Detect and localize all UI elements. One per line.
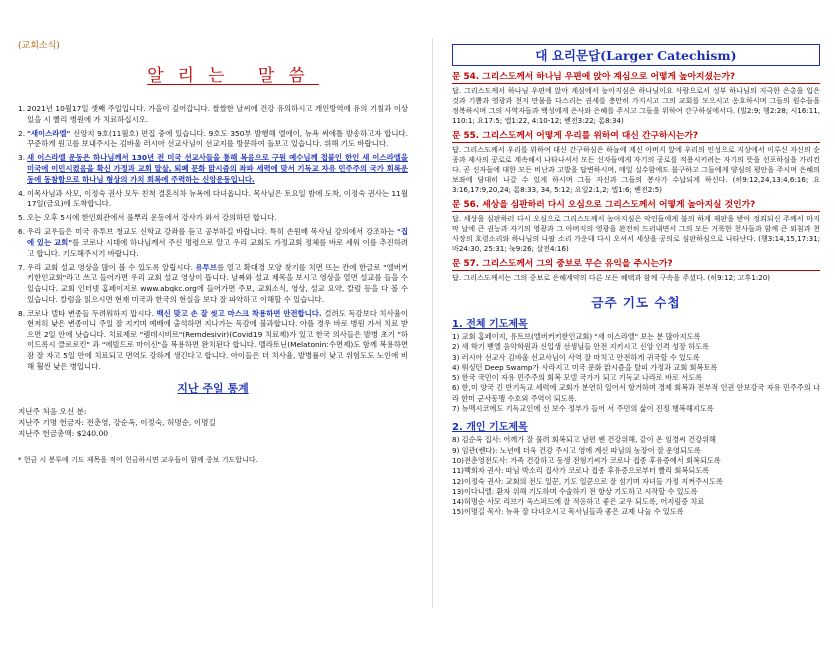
prayer-item: 13)이다니엘: 환자 위해 기도하며 수술하기 전 항상 기도하고 시작할 수 있도록 [452,486,698,496]
announcement-number: 3. [18,153,26,163]
prayer-list [452,332,820,414]
announcement-text: 코로나 델타 변종들 두려워하지 맙시다. 백신 맞고 손 잘 씻고 마스크 착용하면 안전합니다. 걸려도 독감보다 치사율이 현저히 낮은 변종이니 주일 잘 지키며 예배에 출석하면 지나가는 독감에 불과합니다. 아플 경우 바로 병원 가서 치료 받으면 2일 안에 낫습니다. 치료제로 "렘데시비르"(Remdesivir)(Covid19 치료제)가 있고 한국 의사들은 발병 초기 "하이드록시 클로로킨" 과 "에빌드로 마이신"을 복용하면 완치된다 합니다. 멜라토닌(Melatonin:수면제)도 함께 복용하면 잠 잘 자고 5일 안에 치료되고 면역도 강하게 생긴다고 합니다. 아이들은 더 치사율, 발병률이 낮고 위험도도 노인에 비해 훨씬 낮은 병입니다. [27,308,408,371]
catechism-answer: 답. 그리스도께서 하나님 우편에 앉아 계심에서 높아지심은 하나님이요 사람으로서 성부 하나님의 지극한 은총을 입은 것과 기쁨과 영광과 천지 만물을 다스리는 권세를 충만히 가지시고 그의 교회를 모으시고 옹호하시며 그들의 원수들을 정복하시며 그의 사역자들과 백성에게 은사와 은혜를 주시고 그들을 위하여 간구하심에서다. (빌2:9; 행2:28; 시16:11, 110:1; 요17:5; 엡1:22, 4:10-12; 벧전3:22; 롬8:34) [452,86,820,125]
prayer-item: 4) 워싱턴 Deep Swamp가 사라지고 미국 문화 맑시즘을 탈피 가정과 교회 회복토록 [452,362,718,372]
prayer-list [452,435,820,517]
prayer-item: 5) 한국 국민이 자유 민주주의 회복 모델 국가가 되고 기독교 나라로 바로 서도록 [452,373,703,383]
announcement-number: 6. [18,227,26,237]
announcement-item [18,104,408,125]
announcement-item [18,309,408,373]
stats-line: 지난주 기명 헌금자: 전춘영, 강순옥, 이정숙, 허명순, 이명길 [18,418,216,428]
catechism-title: 대 요리문답(Larger Catechism) [452,44,820,66]
prayer-item: 6) 한,미 양국 긴 반기독교 세력에 교회가 분연히 일어서 항거하며 경제 회복과 전부적 인권 안보강국 자유 민주주의 나라 한미 군사동맹 수호외 주역이 되도록. [452,383,820,403]
catechism-question: 문 56. 세상을 심판하러 다시 오심으로 그리스도께서 어떻게 높아지실 것인가? [452,200,820,212]
catechism-column [452,44,820,518]
announcement-text: 오는 오후 5시에 한인회관에서 풀뿌리 운동에서 강사가 와서 강의하던 합니다. [27,213,277,223]
prayer-item: 9) 임관(쎈다): 노년에 더욱 건강 주시고 영에 계신 따님의 농장이 잘 운영되도록 [452,445,701,455]
prayer-item: 2) 새 학기 벧엘 음악학원과 신입생 선생님들 안전 지키시고 신앙 인격 성장 하도록 [452,342,709,352]
column-divider [432,38,433,608]
magazine-name: "새이스라엘" [27,128,71,138]
prayer-item: 1) 교회 홈페이지, 유트브(엘버커키한인교회) "새 이스라엘" 보는 분 많아지도록 [452,332,701,341]
catechism-question: 문 57. 그리스도께서 그의 중보로 무슨 유익을 주시는가? [452,259,820,271]
prayer-item: 10)전춘영전도사: 가족 건강하고 동생 전형기씨가 코로나 접종 후유증에서 회복되도록 [452,455,721,465]
announcements-column [18,38,408,465]
prayer-item: 8) 김순옥 집사: 어깨가 잘 풀려 회복되고 남편 쎈 건강위해, 같이 온 임경씨 건강위해 [452,435,716,445]
announcement-list [18,104,408,372]
announcement-number: 2. [18,128,26,138]
stats-line: 지난주 헌금총액: $240.00 [18,429,109,439]
catechism-question: 문 54. 그리스도께서 하나님 우편에 앉아 계심으로 어떻게 높아지셨는가? [452,72,820,84]
announcement-item [18,213,408,224]
catechism-question: 문 55. 그리스도께서 어떻게 우리를 위하여 대신 간구하시는가? [452,131,820,143]
announcement-text: 우리 교우들은 미국 유투브 청교도 신학교 강좌를 듣고 공부하길 바랍니다. 특히 손원배 목사님 강의에서 강조하는 "집에 있는 교회"를 코로나 시대에 하나님께서 주신 명령으로 알고 우리 교회도 가정교회 정체를 바로 세워 이를 추진하려고 합니다. 기도해주시기 바랍니다. [27,227,408,258]
announcement-number: 5. [18,213,26,223]
prayer-item: 12)이정숙 권사: 교회의 전도 일꾼, 기도 일꾼으로 잘 섬기며 자녀들 가정 지켜주시도록 [452,476,723,486]
announcement-text: 2021년 10월17일 셋째 주일입니다. 가을이 깊어갑니다. 쌀쌀한 날씨에 건강 유의하시고 개인방역에 유의 기침과 이상 있을 시 빨리 병원에 가 치료하십시오. [27,104,408,124]
section-tag: (교회소식) [18,41,60,51]
announcement-item [18,263,408,305]
catechism-answer: 답. 그리스도께서 우리를 위하여 대신 간구하심은 하늘에 계신 아버지 앞에 우리의 인성으로 지상에서 이루신 자신의 순종과 제사의 공로로 계속해서 나타나셔서 모든 신자들에게 자기의 공로를 적용시키려는 자기의 뜻을 선포하심을 가리킨다. 곧 신자들에 대한 모든 비난과 고발을 답변하시며, 매일 실수함에도 불구하고 그들에게 양심의 평안을 주시며 은혜의 보좌에 담대히 나갈 수 있게 하시며 그들 자신과 그들의 봉사가 수납되게 하신다. (히9:12,24,13:4,6:16; 요3:16,17:9,20,24; 롬8:33, 34, 5:12; 요일2:1,2; 엡1:6; 벧전2:5) [452,145,820,194]
prayer-item: 15)이명길 목사: 뉴욕 잘 다녀오시고 목사님들과 좋은 교제 나눌 수 있도록 [452,507,684,517]
announcements-title: 알리는 말씀 [147,66,319,86]
announcement-item [18,129,408,150]
stats-title: 지난 주일 통계 [177,382,249,396]
prayer-title: 금주 기도 수첩 [591,295,681,310]
prayer-item: 7) 뉴멕시코에도 기독교인에 선 보수 정부가 들어 서 주민의 삶이 진정 행복해지도록 [452,404,714,414]
announcement-number: 7. [18,262,26,272]
catechism-answer: 답. 세상을 심판하러 다시 오심으로 그리스도께서 높아지심은 악인들에게 불의 하게 재판을 받아 정죄되신 주께서 마지막 날에 큰 권능과 자기의 영광과 그 아버지의 영광을 완전히 드러내면서 그의 모든 거룩한 천사들과 함께 큰 외침과 천사장의 호령소리와 하나님의 나팔 소리 가운데 다시 오셔서 세상을 공의로 심판하심으로 나타난다. (행3:14,15,17:31; 마24:30, 25:31; 눅9:26; 살전4:16) [452,214,820,253]
announcement-text: "새이스라엘" 신앙지 9호(11월호) 편집 중에 있습니다. 9호도 350부 발행해 엘에이, 뉴욕 써에틀 발송하고자 합니다. 꾸준하게 원고를 보내주시는 김바울 러시아 선교사님이 선교지를 방문하여 돌보고 있습니다. 위해 기도 바랍니다. [27,128,408,149]
stats-block [18,406,408,439]
announcement-text: 우리 교회 설교 영상을 많이 볼 수 있도록 알립시다. 유투브를 열고 확대경 모양 찾기를 치면 뜨는 칸에 한글로 "엘버커키한인교회"라고 쓰고 들어가면 우리 교회 설교 영상이 뜹니다. 날짜와 설교 제목을 보시고 영상을 열면 설교를 들을 수 있습니다. 교회 인터넷 홈페이지로 www.abqkc.org에 들어가면 주보, 교회소식, 영상, 설교 요약, 칼럼 등을 다 볼 수 있습니다. 칼럼을 읽으시면 현재 미국과 한국의 현실을 보다 잘 파악하고 이해할 수 있습니다. [27,262,408,304]
announcement-number: 8. [18,308,26,318]
stats-line: 지난주 처음 오신 분: [18,407,87,417]
announcement-number: 1. [18,104,26,113]
prayer-section-title: 2. 개인 기도제목 [452,422,528,434]
announcement-text-highlight: 새 이스라엘 운동은 하나님께서 130년 전 미국 선교사들을 통해 복음으로 구원 예수님께 접붙인 한인 새 이스라엘을 미국에 이민시켰음을 확신 가정과 교회 말살, 퇴폐 문화 맑시즘의 좌파 세력에 맞서 기독교 자유 민주주의 국가 회복운동에 동참함으로 하나님 형상의 가치 회복에 주력하는 신앙운동입니다. [27,153,408,184]
announcement-item [18,153,408,185]
offering-note: * 헌금 시 봉투에 기도 제목을 적어 헌금하시면 교우들이 함께 중보 기도합니다. [18,456,258,465]
catechism-answer: 답. 그리스도께서는 그의 중보로 은혜계약의 다른 모든 혜택과 함께 구속을 주셨다. (히9:12; 고후1:20) [452,273,771,282]
prayer-item: 14)허명순 사모 리브가 욱스퍼드에 잘 적응하고 좋은 교우 되도록, 어지럼증 치료 [452,497,705,507]
announcement-item [18,189,408,210]
announcement-item [18,227,408,259]
announcement-number: 4. [18,188,26,198]
prayer-item: 11)백희자 권사: 따님 박소리 집사가 코로나 접종 후유증으로부터 빨리 회복되도록 [452,466,710,476]
announcement-text: 이목사님과 사모, 이정숙 권사 모두 친척 결혼식차 뉴욕에 다녀옵니다. 목사님은 토요일 밤에 도착, 이정숙 권사는 11월 17일(금요)에 도착합니다. [27,188,408,209]
prayer-item: 3) 러시아 선교사 김바울 선교사님이 사역 잘 마치고 안전하게 귀국할 수 있도록 [452,352,700,362]
prayer-section-title: 1. 전체 기도제목 [452,319,528,330]
